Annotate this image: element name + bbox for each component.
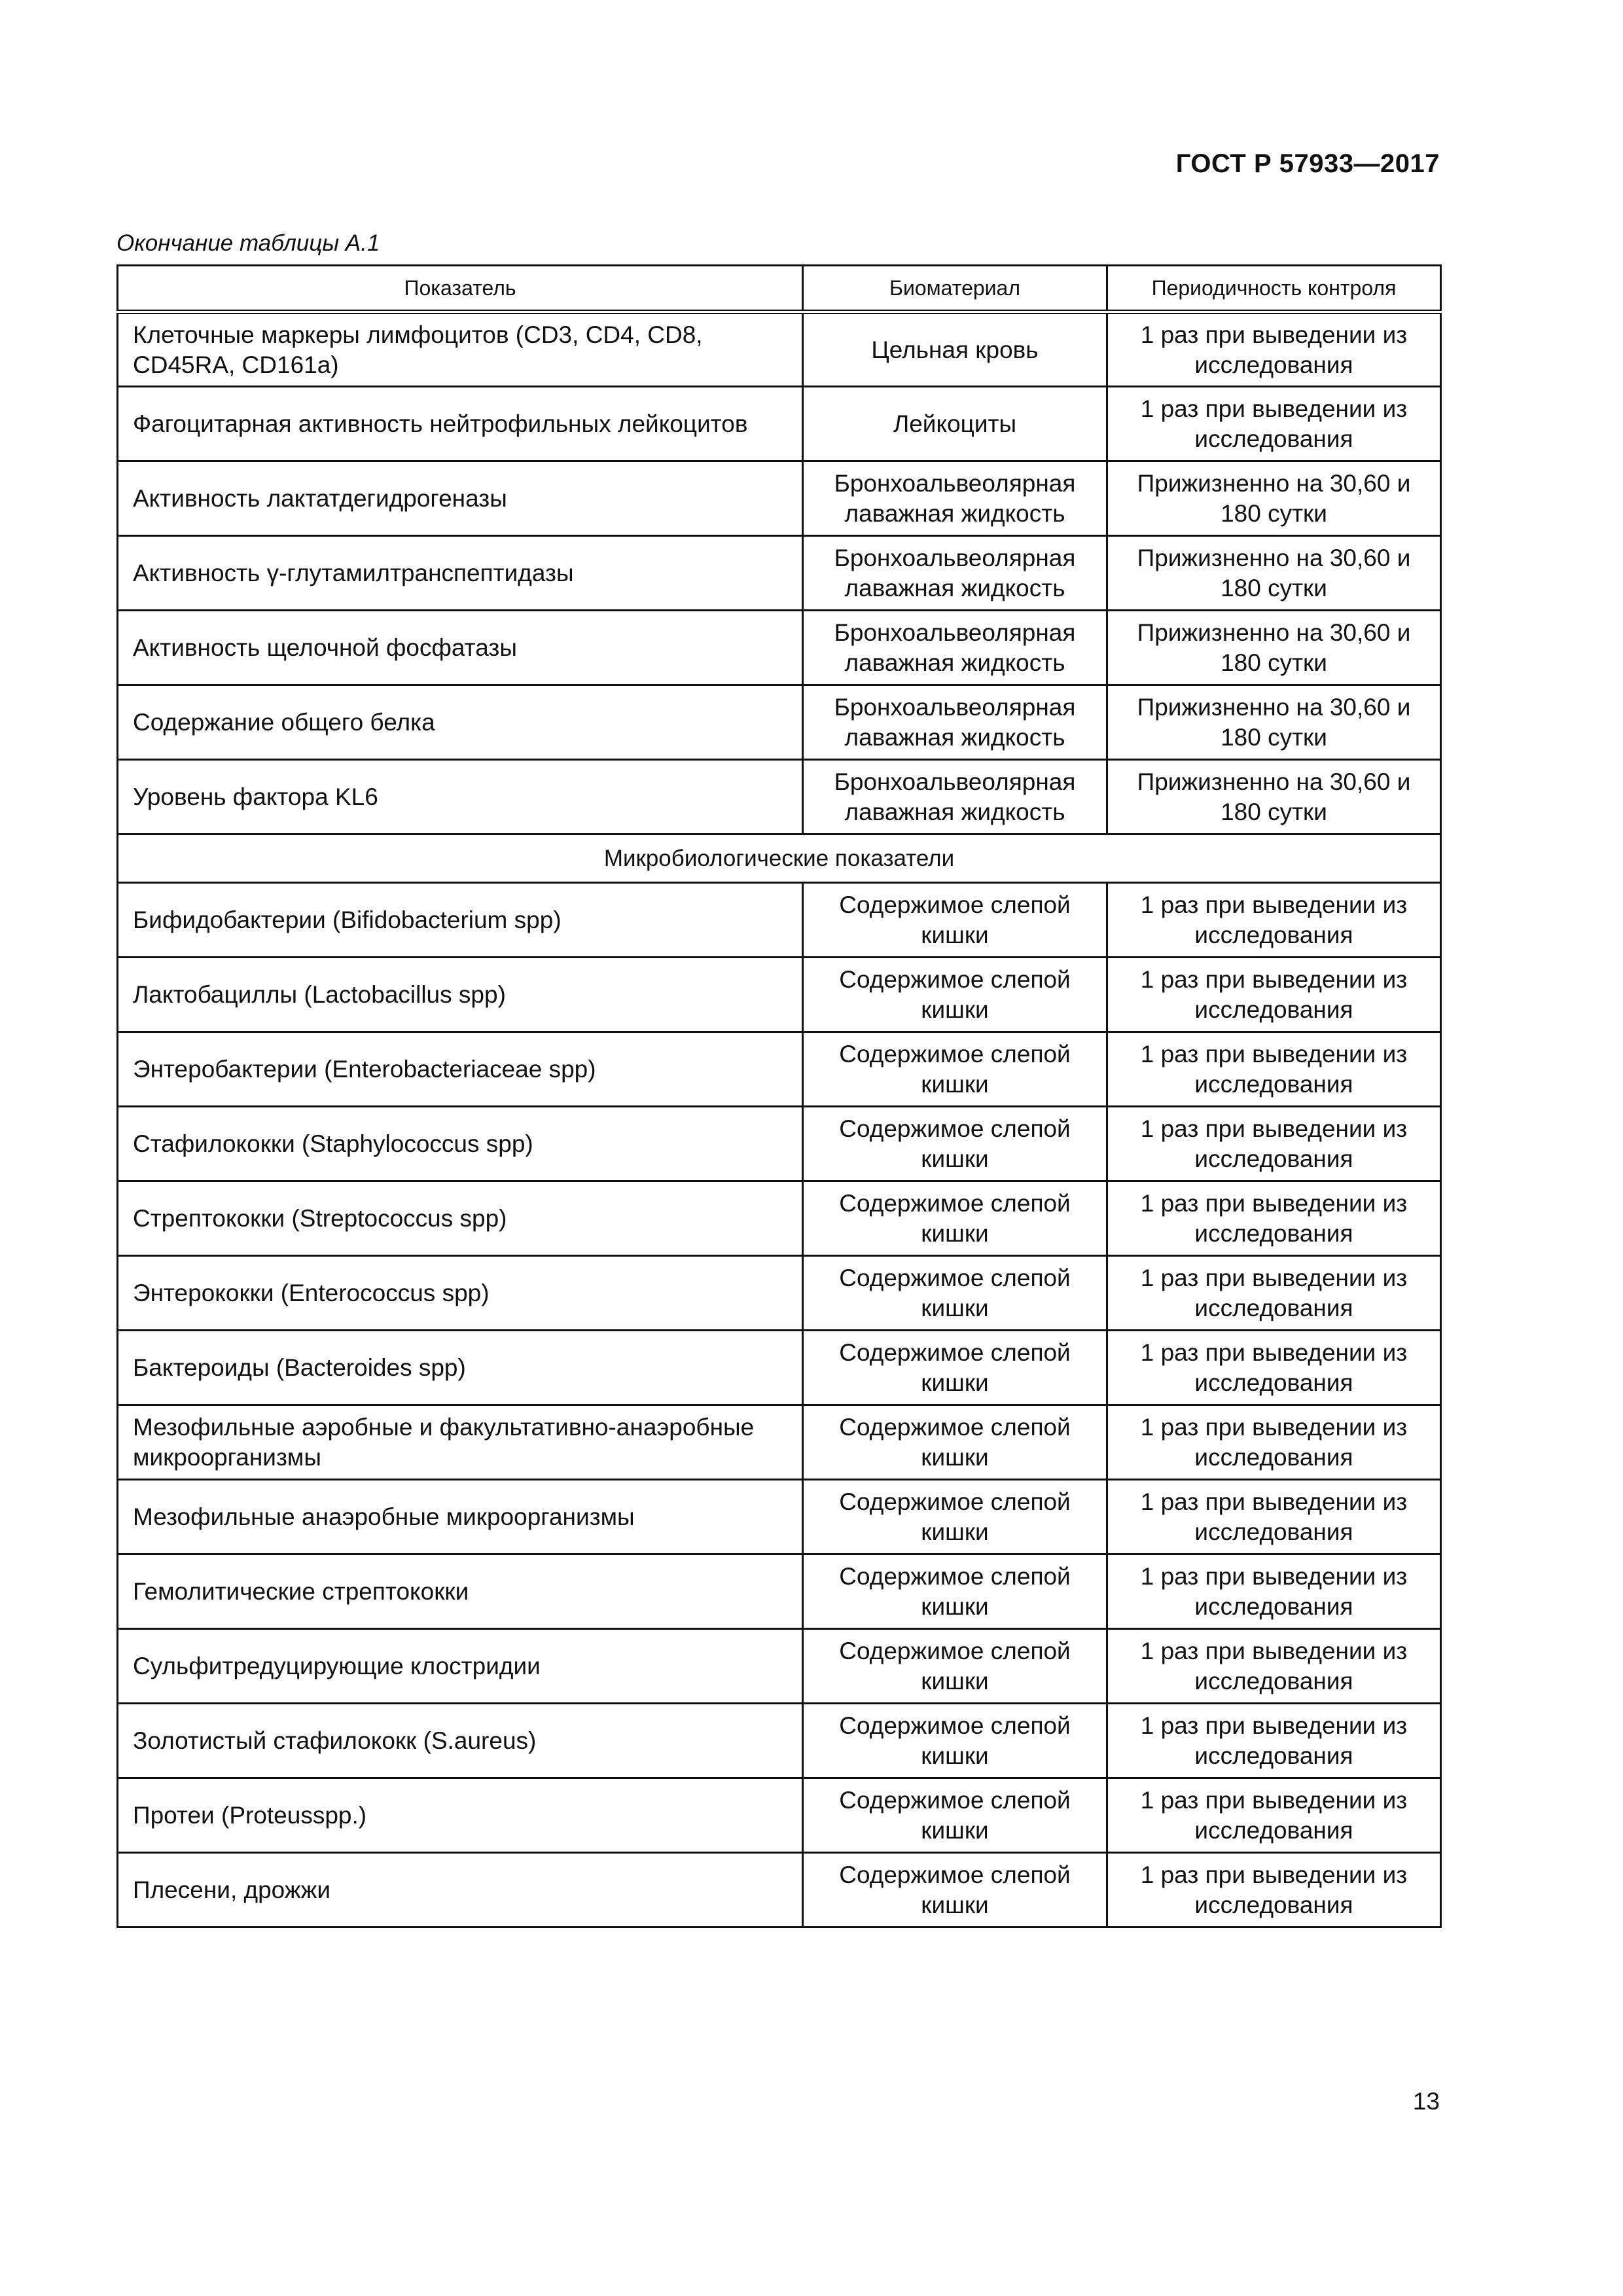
material-cell: Содержимое слепой кишки (803, 1032, 1107, 1107)
material-cell: Содержимое слепой кишки (803, 883, 1107, 958)
indicators-table (116, 264, 1442, 1928)
material-cell: Содержимое слепой кишки (803, 1331, 1107, 1405)
column-header-material: Биоматериал (803, 266, 1107, 312)
material-cell: Содержимое слепой кишки (803, 1629, 1107, 1704)
column-header-period: Периодичность контроля (1107, 266, 1441, 312)
material-cell: Содержимое слепой кишки (803, 958, 1107, 1032)
period-cell: 1 раз при выведении из исследования (1107, 883, 1441, 958)
period-cell: Прижизненно на 30,60 и 180 сутки (1107, 685, 1441, 760)
indicator-cell: Мезофильные аэробные и факультативно-анаэробные микроорганизмы (118, 1405, 803, 1480)
header-row (118, 266, 1441, 312)
material-cell: Бронхоальвеолярная лаважная жидкость (803, 760, 1107, 834)
table-row (118, 1256, 1441, 1331)
table-row (118, 1331, 1441, 1405)
period-cell: Прижизненно на 30,60 и 180 сутки (1107, 611, 1441, 685)
period-cell: Прижизненно на 30,60 и 180 сутки (1107, 536, 1441, 611)
material-cell: Содержимое слепой кишки (803, 1405, 1107, 1480)
table-row (118, 1107, 1441, 1181)
table-row (118, 1405, 1441, 1480)
section-row (118, 834, 1441, 883)
indicator-cell: Содержание общего белка (118, 685, 803, 760)
table-row (118, 1629, 1441, 1704)
indicator-cell: Уровень фактора KL6 (118, 760, 803, 834)
period-cell: 1 раз при выведении из исследования (1107, 1405, 1441, 1480)
indicator-cell: Стафилококки (Staphylococcus spp) (118, 1107, 803, 1181)
table-row (118, 1032, 1441, 1107)
period-cell: 1 раз при выведении из исследования (1107, 1704, 1441, 1778)
period-cell: 1 раз при выведении из исследования (1107, 1629, 1441, 1704)
material-cell: Содержимое слепой кишки (803, 1181, 1107, 1256)
material-cell: Содержимое слепой кишки (803, 1256, 1107, 1331)
indicator-cell: Энтерококки (Enterococcus spp) (118, 1256, 803, 1331)
indicator-cell: Активность щелочной фосфатазы (118, 611, 803, 685)
material-cell: Содержимое слепой кишки (803, 1107, 1107, 1181)
period-cell: 1 раз при выведении из исследования (1107, 1331, 1441, 1405)
material-cell: Бронхоальвеолярная лаважная жидкость (803, 461, 1107, 536)
indicator-cell: Бактероиды (Bacteroides spp) (118, 1331, 803, 1405)
period-cell: Прижизненно на 30,60 и 180 сутки (1107, 461, 1441, 536)
material-cell: Бронхоальвеолярная лаважная жидкость (803, 611, 1107, 685)
period-cell: 1 раз при выведении из исследования (1107, 1107, 1441, 1181)
table-row (118, 536, 1441, 611)
table-row (118, 958, 1441, 1032)
material-cell: Цельная кровь (803, 312, 1107, 387)
table-row (118, 1853, 1441, 1928)
table-row (118, 685, 1441, 760)
material-cell: Содержимое слепой кишки (803, 1480, 1107, 1554)
indicator-cell: Активность лактатдегидрогеназы (118, 461, 803, 536)
indicator-cell: Лактобациллы (Lactobacillus spp) (118, 958, 803, 1032)
indicator-cell: Гемолитические стрептококки (118, 1554, 803, 1629)
document-code: ГОСТ Р 57933—2017 (1175, 149, 1440, 178)
table-row (118, 1480, 1441, 1554)
table-row (118, 611, 1441, 685)
page-number: 13 (1412, 2088, 1440, 2115)
table-row (118, 760, 1441, 834)
material-cell: Лейкоциты (803, 387, 1107, 461)
period-cell: 1 раз при выведении из исследования (1107, 1256, 1441, 1331)
period-cell: 1 раз при выведении из исследования (1107, 312, 1441, 387)
material-cell: Бронхоальвеолярная лаважная жидкость (803, 536, 1107, 611)
table-row (118, 461, 1441, 536)
table-row (118, 312, 1441, 387)
section-title: Микробиологические показатели (118, 834, 1441, 883)
indicator-cell: Энтеробактерии (Enterobacteriaceae spp) (118, 1032, 803, 1107)
material-cell: Содержимое слепой кишки (803, 1778, 1107, 1853)
table-body (118, 312, 1441, 1928)
period-cell: 1 раз при выведении из исследования (1107, 1181, 1441, 1256)
table-row (118, 1704, 1441, 1778)
period-cell: 1 раз при выведении из исследования (1107, 1480, 1441, 1554)
indicator-cell: Клеточные маркеры лимфоцитов (CD3, CD4, CD8, CD45RA, CD161a) (118, 312, 803, 387)
table-row (118, 387, 1441, 461)
period-cell: Прижизненно на 30,60 и 180 сутки (1107, 760, 1441, 834)
table-row (118, 1778, 1441, 1853)
table-row (118, 1181, 1441, 1256)
material-cell: Содержимое слепой кишки (803, 1554, 1107, 1629)
table-row (118, 883, 1441, 958)
period-cell: 1 раз при выведении из исследования (1107, 1853, 1441, 1928)
indicator-cell: Активность γ-глутамилтранспептидазы (118, 536, 803, 611)
material-cell: Бронхоальвеолярная лаважная жидкость (803, 685, 1107, 760)
table-caption: Окончание таблицы А.1 (116, 230, 380, 256)
material-cell: Содержимое слепой кишки (803, 1853, 1107, 1928)
table-header (118, 266, 1441, 312)
table-row (118, 1554, 1441, 1629)
material-cell: Содержимое слепой кишки (803, 1704, 1107, 1778)
period-cell: 1 раз при выведении из исследования (1107, 387, 1441, 461)
indicator-cell: Стрептококки (Streptococcus spp) (118, 1181, 803, 1256)
period-cell: 1 раз при выведении из исследования (1107, 1554, 1441, 1629)
indicator-cell: Фагоцитарная активность нейтрофильных лейкоцитов (118, 387, 803, 461)
indicator-cell: Золотистый стафилококк (S.aureus) (118, 1704, 803, 1778)
indicator-cell: Сульфитредуцирующие клостридии (118, 1629, 803, 1704)
period-cell: 1 раз при выведении из исследования (1107, 958, 1441, 1032)
column-header-indicator: Показатель (118, 266, 803, 312)
indicator-cell: Плесени, дрожжи (118, 1853, 803, 1928)
indicator-cell: Бифидобактерии (Bifidobacterium spp) (118, 883, 803, 958)
indicator-cell: Мезофильные анаэробные микроорганизмы (118, 1480, 803, 1554)
period-cell: 1 раз при выведении из исследования (1107, 1778, 1441, 1853)
period-cell: 1 раз при выведении из исследования (1107, 1032, 1441, 1107)
indicator-cell: Протеи (Proteusspp.) (118, 1778, 803, 1853)
